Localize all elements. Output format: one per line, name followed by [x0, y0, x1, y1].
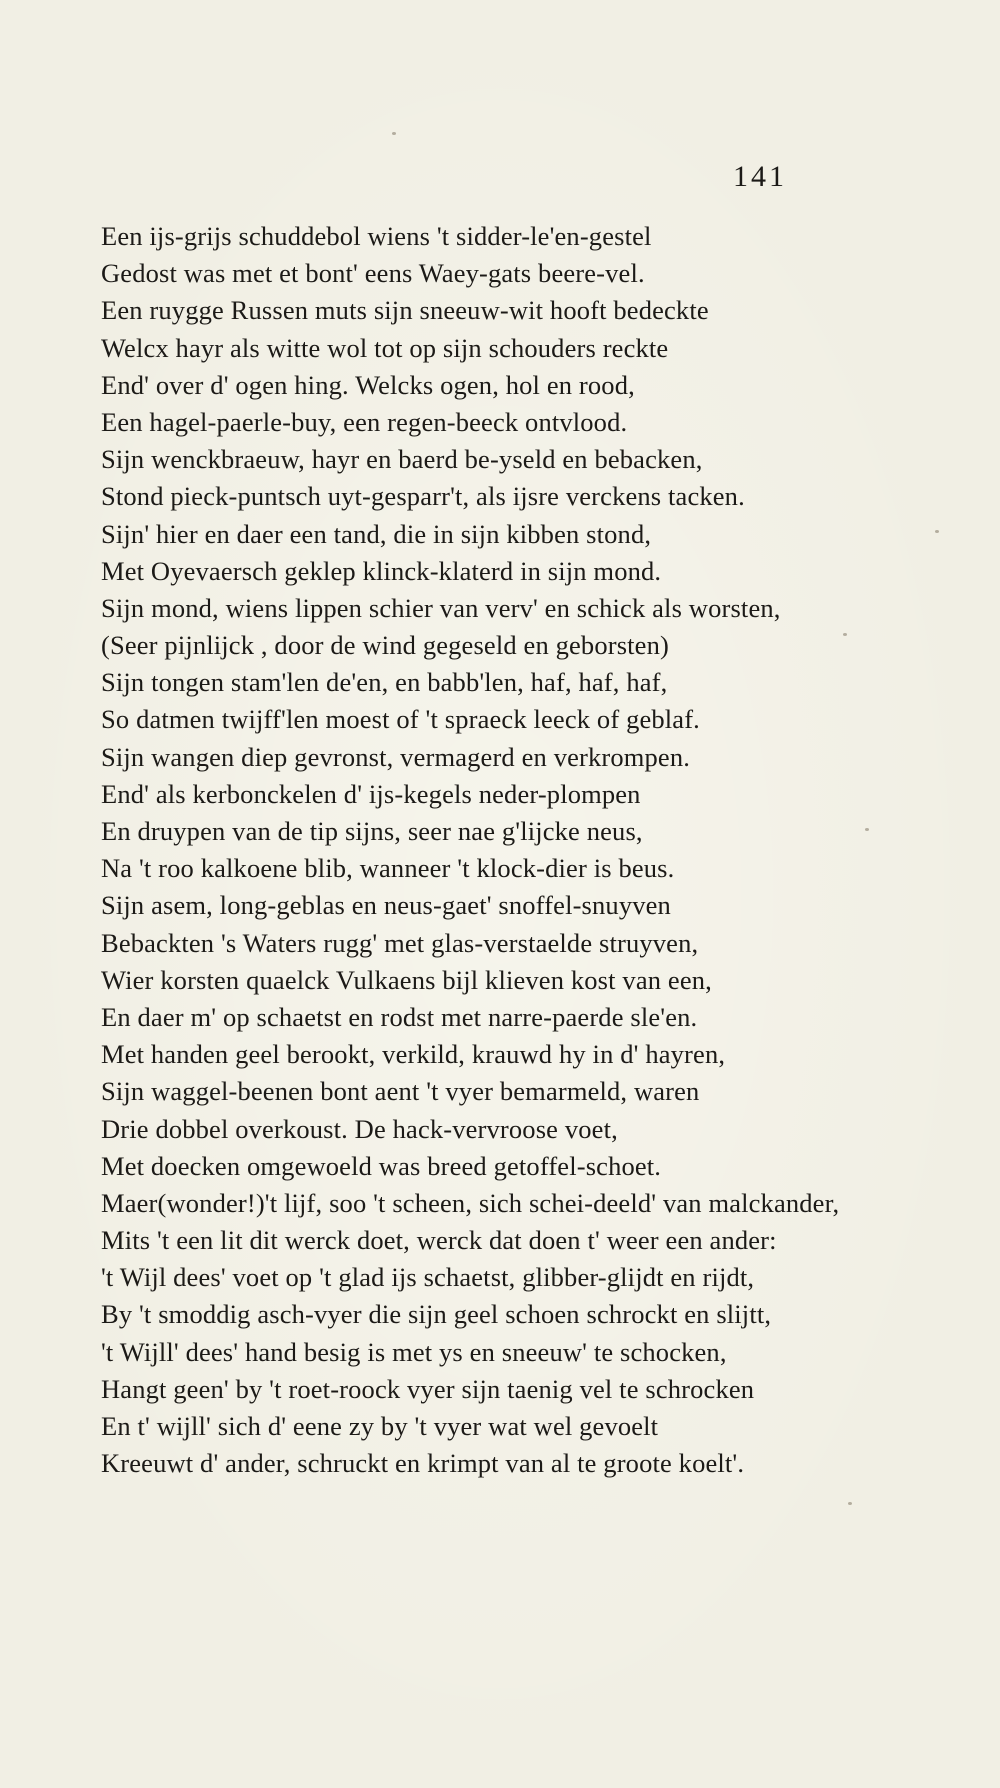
poem-line: 't Wijl dees' voet op 't glad ijs schaetst, glibber-glijdt en rijdt,	[101, 1262, 755, 1293]
poem-line: Met doecken omgewoeld was breed getoffel-schoet.	[101, 1150, 662, 1181]
paper-speck	[935, 530, 939, 533]
poem-line: Hangt geen' by 't roet-roock vyer sijn taenig vel te schrocken	[101, 1373, 755, 1404]
poem-line: Na 't roo kalkoene blib, wanneer 't klock-dier is beus.	[101, 853, 675, 884]
poem-line: Stond pieck-puntsch uyt-gesparr't, als ijsre verckens tacken.	[101, 481, 745, 512]
poem-line: Gedost was met et bont' eens Waey-gats beere-vel.	[101, 258, 645, 289]
poem-line: Sijn wangen diep gevronst, vermagerd en verkrompen.	[101, 741, 691, 772]
poem-line: En druypen van de tip sijns, seer nae g'lijcke neus,	[101, 816, 643, 846]
poem-line: Drie dobbel overkoust. De hack-vervroose voet,	[101, 1113, 618, 1144]
poem-line: Sijn mond, wiens lippen schier van verv' en schick als worsten,	[101, 592, 781, 623]
poem-line: Een ijs-grijs schuddebol wiens 't sidder-le'en-gestel	[101, 221, 652, 251]
poem-line: Met Oyevaersch geklep klinck-klaterd in sijn mond.	[101, 555, 662, 586]
poem-line: Sijn waggel-beenen bont aent 't vyer bemarmeld, waren	[101, 1076, 700, 1107]
poem-line: En daer m' op schaetst en rodst met narre-paerde sle'en.	[101, 1001, 698, 1032]
paper-speck	[843, 633, 847, 636]
poem-line: Sijn' hier en daer een tand, die in sijn kibben stond,	[101, 518, 652, 549]
page-number: 141	[733, 160, 787, 193]
poem-line: Sijn asem, long-geblas en neus-gaet' snoffel-snuyven	[101, 890, 671, 921]
poem-line: By 't smoddig asch-vyer die sijn geel schoen schrockt en slijtt,	[101, 1299, 772, 1330]
poem-line: Welcx hayr als witte wol tot op sijn schouders reckte	[101, 332, 669, 363]
poem-line: So datmen twijff'len moest of 't spraeck leeck of geblaf.	[101, 704, 700, 735]
poem-line: 't Wijll' dees' hand besig is met ys en sneeuw' te schocken,	[101, 1336, 727, 1367]
poem-line: End' als kerbonckelen d' ijs-kegels neder-plompen	[101, 778, 641, 809]
poem-line: End' over d' ogen hing. Welcks ogen, hol en rood,	[101, 369, 635, 400]
poem-line: Met handen geel berookt, verkild, krauwd hy in d' hayren,	[101, 1039, 726, 1070]
paper-speck	[392, 132, 396, 135]
poem-line: Wier korsten quaelck Vulkaens bijl klieven kost van een,	[101, 964, 712, 995]
poem-line: Een ruygge Russen muts sijn sneeuw-wit hooft bedeckte	[101, 295, 709, 326]
poem-line: Een hagel-paerle-buy, een regen-beeck ontvlood.	[101, 406, 628, 437]
paper-speck	[848, 1502, 852, 1505]
poem-line: (Seer pijnlijck , door de wind gegeseld en geborsten)	[101, 630, 669, 661]
poem-line: Mits 't een lit dit werck doet, werck dat doen t' weer een ander:	[101, 1225, 777, 1256]
poem-line: Sijn wenckbraeuw, hayr en baerd be-yseld en bebacken,	[101, 444, 703, 475]
poem-line: En t' wijll' sich d' eene zy by 't vyer wat wel gevoelt	[101, 1411, 659, 1441]
poem-line: Maer(wonder!)'t lijf, soo 't scheen, sich schei-deeld' van malckander,	[101, 1187, 840, 1218]
paper-speck	[865, 828, 869, 831]
poem-text	[101, 218, 981, 1482]
poem-line: Kreeuwt d' ander, schruckt en krimpt van al te groote koelt'.	[101, 1448, 745, 1479]
poem-line: Sijn tongen stam'len de'en, en babb'len, haf, haf, haf,	[101, 667, 668, 698]
poem-line: Bebackten 's Waters rugg' met glas-verstaelde struyven,	[101, 927, 699, 958]
